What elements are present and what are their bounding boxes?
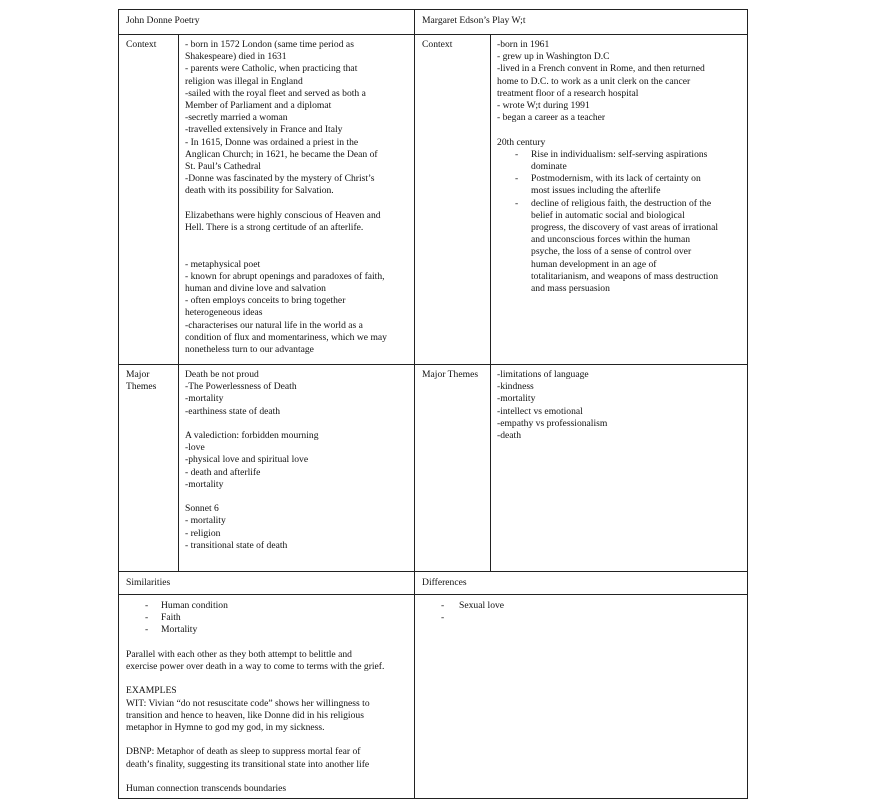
edson-context-lines bbox=[497, 39, 742, 124]
context-edson-cell bbox=[491, 35, 748, 365]
text-line: exercise power over death in a way to come to terms with the grief. bbox=[126, 661, 385, 672]
text-line: heterogeneous ideas bbox=[185, 307, 263, 319]
list-item-text: decline of religious faith, the destruction of the bbox=[531, 197, 712, 209]
text-line: death with its possibility for Salvation. bbox=[185, 185, 334, 197]
text-line: Death be not proud bbox=[185, 369, 259, 380]
text-line: Member of Parliament and a diplomat bbox=[185, 100, 332, 112]
spacer bbox=[185, 418, 409, 430]
text-line: condition of flux and momentariness, which we may bbox=[185, 331, 387, 343]
text-line: Parallel with each other as they both attempt to belittle and bbox=[126, 648, 352, 660]
themes-row bbox=[119, 365, 748, 572]
dash-bullet: - bbox=[441, 600, 445, 611]
similarities-body bbox=[119, 595, 414, 795]
themes-label-cell-right bbox=[415, 365, 491, 572]
list-item-text: Postmodernism, with its lack of certainty on bbox=[531, 173, 701, 185]
text-line: - born in 1572 London (same time period as bbox=[185, 39, 354, 50]
differences-list bbox=[422, 600, 740, 624]
text-line: -The Powerlessness of Death bbox=[185, 381, 297, 393]
text-line: -mortality bbox=[497, 393, 536, 405]
dash-bullet: - bbox=[145, 600, 149, 611]
text-line: Human connection transcends boundaries bbox=[126, 782, 287, 794]
century-heading: 20th century bbox=[497, 136, 546, 148]
list-item-text: and unconscious forces within the human bbox=[531, 234, 691, 246]
text-line: - mortality bbox=[185, 515, 226, 527]
spacer bbox=[185, 246, 409, 258]
list-item-text: Rise in individualism: self-serving aspirations bbox=[531, 148, 708, 160]
context-label-left: Context bbox=[126, 39, 157, 50]
themes-label-left-1: Major bbox=[126, 369, 150, 380]
list-item bbox=[126, 624, 407, 636]
dash-bullet: - bbox=[515, 173, 519, 185]
text-line: - known for abrupt openings and paradoxes of faith, bbox=[185, 270, 385, 282]
text-line: -secretly married a woman bbox=[185, 112, 288, 124]
edson-themes-text bbox=[491, 365, 747, 442]
text-line: metaphor in Hymne to god my god, in my sickness. bbox=[126, 722, 325, 733]
list-item-text: progress, the discovery of vast areas of irrational bbox=[531, 222, 719, 234]
text-line: religion was illegal in England bbox=[185, 75, 303, 87]
context-label-right: Context bbox=[422, 39, 453, 50]
text-line: - often employs conceits to bring together bbox=[185, 295, 346, 307]
similarities-body-cell bbox=[119, 595, 415, 799]
text-line: - grew up in Washington D.C bbox=[497, 51, 610, 63]
differences-header-cell bbox=[415, 572, 748, 595]
text-line: human and divine love and salvation bbox=[185, 283, 326, 295]
list-item-text: dominate bbox=[531, 161, 567, 173]
similarities-text bbox=[126, 637, 407, 796]
text-line: - death and afterlife bbox=[185, 466, 261, 478]
text-line: -Donne was fascinated by the mystery of Christ’s bbox=[185, 173, 375, 185]
text-line: A valediction: forbidden mourning bbox=[185, 430, 319, 441]
dash-bullet: - bbox=[441, 612, 445, 624]
themes-edson-cell bbox=[491, 365, 748, 572]
text-line: -earthiness state of death bbox=[185, 405, 281, 417]
text-line: EXAMPLES bbox=[126, 685, 177, 697]
themes-label-left-2: Themes bbox=[126, 381, 157, 393]
text-line: -physical love and spiritual love bbox=[185, 454, 309, 466]
similarities-header-cell bbox=[119, 572, 415, 595]
comparison-table bbox=[118, 9, 748, 799]
text-line: Elizabethans were highly conscious of Heaven and bbox=[185, 209, 381, 221]
donne-context-text bbox=[179, 35, 414, 356]
list-item bbox=[422, 612, 740, 624]
list-item-text: totalitarianism, and weapons of mass destruction bbox=[531, 270, 719, 282]
list-item bbox=[497, 173, 742, 197]
list-item-text: psyche, the loss of a sense of control over bbox=[531, 246, 692, 258]
text-line: -intellect vs emotional bbox=[497, 405, 583, 417]
text-line: Sonnet 6 bbox=[185, 503, 219, 515]
text-line: Hell. There is a strong certitude of an afterlife. bbox=[185, 222, 364, 234]
spacer bbox=[185, 234, 409, 246]
similarities-list bbox=[126, 600, 407, 637]
list-item bbox=[497, 198, 742, 296]
themes-label-cell-left bbox=[119, 365, 179, 572]
spacer bbox=[185, 198, 409, 210]
similarities-label: Similarities bbox=[126, 577, 171, 588]
text-line: DBNP: Metaphor of death as sleep to suppress mortal fear of bbox=[126, 746, 361, 758]
text-line: -empathy vs professionalism bbox=[497, 417, 608, 429]
text-line: death’s finality, suggesting its transitional state into another life bbox=[126, 758, 370, 770]
list-item-text: Sexual love bbox=[459, 600, 505, 611]
text-line: -lived in a French convent in Rome, and then returned bbox=[497, 63, 705, 75]
text-line: -mortality bbox=[185, 478, 224, 490]
text-line: -mortality bbox=[185, 393, 224, 405]
list-item bbox=[126, 612, 407, 624]
differences-body-cell bbox=[415, 595, 748, 799]
comparison-body-row bbox=[119, 595, 748, 799]
spacer bbox=[126, 637, 407, 649]
edson-context-text bbox=[491, 35, 747, 295]
header-cell-edson bbox=[415, 10, 748, 35]
list-item-text bbox=[459, 612, 740, 624]
differences-label: Differences bbox=[422, 577, 467, 588]
list-item-text: Faith bbox=[161, 612, 181, 624]
themes-donne-cell bbox=[179, 365, 415, 572]
text-line: -sailed with the royal fleet and served as both a bbox=[185, 87, 366, 99]
document-page bbox=[118, 9, 747, 799]
text-line: -love bbox=[185, 442, 205, 454]
text-line: -travelled extensively in France and Italy bbox=[185, 124, 343, 136]
comparison-header-row bbox=[119, 572, 748, 595]
text-line: -limitations of language bbox=[497, 369, 589, 380]
text-line: Shakespeare) died in 1631 bbox=[185, 51, 287, 63]
list-item bbox=[126, 600, 407, 612]
text-line: WIT: Vivian “do not resuscitate code” shows her willingness to bbox=[126, 697, 370, 709]
spacer bbox=[126, 734, 407, 746]
dash-bullet: - bbox=[515, 148, 519, 160]
list-item bbox=[497, 149, 742, 173]
context-donne-cell bbox=[179, 35, 415, 365]
donne-themes-text bbox=[179, 365, 414, 552]
header-edson: Margaret Edson’s Play W;t bbox=[422, 15, 526, 26]
spacer bbox=[126, 673, 407, 685]
dash-bullet: - bbox=[145, 624, 149, 636]
text-line: - wrote W;t during 1991 bbox=[497, 100, 590, 112]
list-item-text: most issues including the afterlife bbox=[531, 185, 661, 197]
spacer bbox=[497, 124, 742, 136]
text-line: Anglican Church; in 1621, he became the Dean of bbox=[185, 148, 378, 160]
text-line: - In 1615, Donne was ordained a priest in the bbox=[185, 136, 359, 148]
dash-bullet: - bbox=[515, 197, 519, 209]
text-line: -born in 1961 bbox=[497, 39, 550, 50]
text-line: - religion bbox=[185, 527, 221, 539]
list-item-text: and mass persuasion bbox=[531, 283, 610, 295]
list-item bbox=[422, 600, 740, 612]
list-item-text: Human condition bbox=[161, 600, 228, 611]
spacer bbox=[126, 771, 407, 783]
text-line: -characterises our natural life in the world as a bbox=[185, 319, 363, 331]
dash-bullet: - bbox=[145, 612, 149, 624]
century-list bbox=[497, 149, 742, 295]
text-line: - metaphysical poet bbox=[185, 258, 261, 270]
themes-label-right: Major Themes bbox=[422, 369, 479, 380]
themes-label-left bbox=[119, 365, 178, 393]
differences-body bbox=[415, 595, 747, 624]
text-line: home to D.C. to work as a unit clerk on the cancer bbox=[497, 75, 691, 87]
list-item-text: human development in an age of bbox=[531, 258, 657, 270]
header-row bbox=[119, 10, 748, 35]
text-line: St. Paul’s Cathedral bbox=[185, 161, 261, 173]
header-donne: John Donne Poetry bbox=[126, 15, 200, 26]
list-item-text: belief in automatic social and biological bbox=[531, 209, 685, 221]
text-line: transition and hence to heaven, like Donne did in his religious bbox=[126, 709, 364, 721]
text-line: - transitional state of death bbox=[185, 539, 288, 551]
text-line: treatment floor of a research hospital bbox=[497, 87, 639, 99]
context-label-cell-left bbox=[119, 35, 179, 365]
text-line: nonetheless turn to our advantage bbox=[185, 344, 314, 356]
context-label-cell-right bbox=[415, 35, 491, 365]
text-line: - parents were Catholic, when practicing that bbox=[185, 63, 358, 75]
spacer bbox=[185, 491, 409, 503]
context-row bbox=[119, 35, 748, 365]
list-item-text: Mortality bbox=[161, 624, 198, 636]
header-cell-donne bbox=[119, 10, 415, 35]
text-line: -death bbox=[497, 430, 521, 442]
text-line: - began a career as a teacher bbox=[497, 112, 606, 124]
text-line: -kindness bbox=[497, 381, 534, 393]
